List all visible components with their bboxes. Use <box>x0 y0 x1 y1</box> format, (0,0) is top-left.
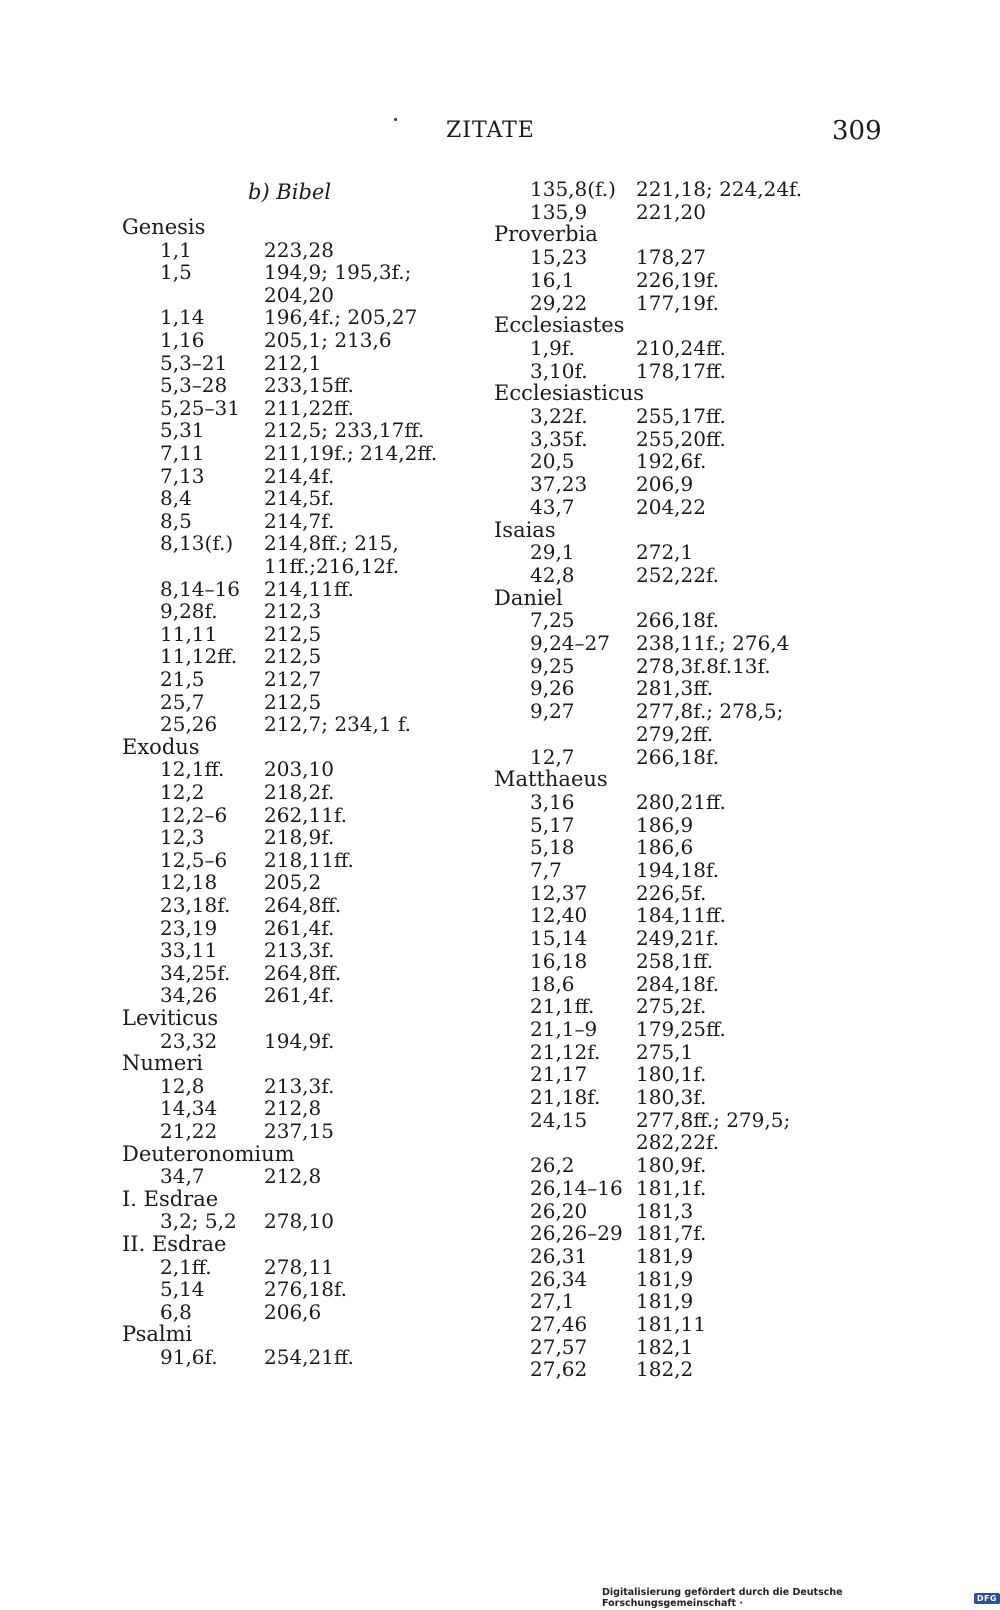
verse-reference: 29,22 <box>530 290 588 315</box>
page-reference: 278,3f.8f.13f. <box>636 653 771 678</box>
page-reference: 223,28 <box>264 237 334 262</box>
verse-reference: 21,18f. <box>530 1085 601 1109</box>
page-reference: 226,5f. <box>636 880 707 905</box>
page-reference: 179,25ff. <box>636 1016 726 1041</box>
page-reference: 214,7f. <box>264 508 335 533</box>
verse-reference: 26,26–29 <box>530 1221 623 1246</box>
verse-reference: 21,5 <box>160 667 205 691</box>
verse-reference: 9,27 <box>530 699 575 724</box>
page-reference: 261,4f. <box>264 983 335 1008</box>
verse-reference: 12,40 <box>530 903 588 928</box>
verse-reference: 12,2–6 <box>160 802 228 827</box>
verse-reference: 135,8(f.) <box>530 177 616 201</box>
page-reference: 238,11f.; 276,4 <box>636 631 790 655</box>
verse-reference: 1,16 <box>160 328 205 352</box>
verse-reference: 7,13 <box>160 463 205 488</box>
page-reference: 212,7; 234,1 f. <box>264 712 412 737</box>
page-reference: 252,22f. <box>636 562 720 587</box>
verse-reference: 18,6 <box>530 971 575 996</box>
page-reference: 194,9f. <box>264 1028 335 1053</box>
verse-reference: 3,35f. <box>530 426 588 451</box>
verse-reference: 7,25 <box>530 608 575 633</box>
page-reference: 181,1f. <box>636 1175 707 1200</box>
page-reference: 261,4f. <box>264 915 335 940</box>
verse-reference: 3,22f. <box>530 404 588 428</box>
page-reference: 275,1 <box>636 1039 694 1064</box>
page-reference-continued: 279,2ff. <box>636 721 714 746</box>
page-reference: 214,4f. <box>264 463 335 488</box>
page-reference: 178,27 <box>636 245 706 270</box>
page-reference: 255,17ff. <box>636 404 726 428</box>
page-reference: 214,11ff. <box>264 576 354 601</box>
section-heading: b) Bibel <box>248 180 332 204</box>
page-reference: 181,7f. <box>636 1221 707 1246</box>
page-reference: 218,2f. <box>264 780 335 804</box>
page-reference: 212,5 <box>264 644 322 669</box>
verse-reference: 25,7 <box>160 689 205 714</box>
page-reference: 213,3f. <box>264 1073 335 1098</box>
verse-reference: 12,3 <box>160 825 205 850</box>
book-heading: Proverbia <box>494 222 598 247</box>
verse-reference: 25,26 <box>160 712 218 737</box>
page-reference: 214,5f. <box>264 486 335 511</box>
book-heading: Ecclesiasticus <box>494 381 645 406</box>
verse-reference: 27,57 <box>530 1334 588 1359</box>
verse-reference: 3,16 <box>530 789 575 814</box>
verse-reference: 21,1ff. <box>530 994 595 1019</box>
verse-reference: 5,31 <box>160 418 205 443</box>
page-reference: 277,8ff.; 279,5; <box>636 1107 791 1132</box>
verse-reference: 29,1 <box>530 540 575 565</box>
page-reference: 254,21ff. <box>264 1345 354 1369</box>
page-reference: 194,9; 195,3f.; <box>264 260 412 285</box>
verse-reference: 8,13(f.) <box>160 531 234 556</box>
page-reference: 212,3 <box>264 599 322 624</box>
page-reference: 221,18; 224,24f. <box>636 177 803 201</box>
page-reference-continued: 204,20 <box>264 282 334 307</box>
verse-reference: 37,23 <box>530 472 588 497</box>
page-reference: 180,9f. <box>636 1153 707 1178</box>
page-reference-continued: 282,22f. <box>636 1130 720 1155</box>
book-heading: Matthaeus <box>494 767 608 792</box>
verse-reference: 5,18 <box>530 835 575 860</box>
page-reference: 266,18f. <box>636 608 720 633</box>
print-speck <box>394 118 397 121</box>
verse-reference: 15,23 <box>530 245 588 270</box>
page-reference: 186,6 <box>636 835 694 860</box>
page-reference: 181,9 <box>636 1266 694 1291</box>
page-reference: 237,15 <box>264 1119 334 1143</box>
verse-reference: 16,1 <box>530 267 575 292</box>
page-reference: 186,9 <box>636 812 694 837</box>
verse-reference: 43,7 <box>530 494 575 519</box>
verse-reference: 11,12ff. <box>160 644 238 669</box>
page-reference: 184,11ff. <box>636 903 726 928</box>
page-reference: 206,9 <box>636 472 694 497</box>
page-reference: 255,20ff. <box>636 426 726 451</box>
page-reference: 264,8ff. <box>264 960 342 985</box>
book-heading: II. Esdrae <box>122 1232 227 1256</box>
page-reference: 203,10 <box>264 757 334 782</box>
page-reference: 218,11ff. <box>264 847 354 872</box>
page-reference: 210,24ff. <box>636 335 726 360</box>
page-reference: 212,8 <box>264 1164 322 1189</box>
verse-reference: 9,26 <box>530 676 575 701</box>
verse-reference: 23,19 <box>160 915 218 940</box>
page-reference: 249,21f. <box>636 926 720 951</box>
verse-reference: 27,62 <box>530 1357 588 1382</box>
verse-reference: 12,18 <box>160 870 218 895</box>
page-reference: 277,8f.; 278,5; <box>636 699 784 724</box>
book-heading: Psalmi <box>122 1322 193 1347</box>
verse-reference: 27,46 <box>530 1312 588 1336</box>
verse-reference: 12,37 <box>530 880 588 905</box>
page-reference: 180,3f. <box>636 1085 707 1109</box>
verse-reference: 24,15 <box>530 1107 588 1132</box>
verse-reference: 2,1ff. <box>160 1254 212 1279</box>
dfg-logo: DFG <box>974 1593 1000 1604</box>
page-reference-continued: 11ff.;216,12f. <box>264 554 400 578</box>
book-heading: Daniel <box>494 585 563 610</box>
verse-reference: 21,1–9 <box>530 1016 598 1041</box>
page-number: 309 <box>832 116 882 146</box>
verse-reference: 9,28f. <box>160 599 218 624</box>
verse-reference: 20,5 <box>530 449 575 474</box>
verse-reference: 6,8 <box>160 1299 192 1324</box>
book-heading: Leviticus <box>122 1006 219 1030</box>
verse-reference: 16,18 <box>530 948 588 973</box>
page-reference: 276,18f. <box>264 1277 348 1302</box>
verse-reference: 14,34 <box>160 1096 218 1121</box>
verse-reference: 12,8 <box>160 1073 205 1098</box>
book-heading: Exodus <box>122 734 200 759</box>
page-reference: 196,4f.; 205,27 <box>264 305 418 330</box>
verse-reference: 11,11 <box>160 621 218 646</box>
verse-reference: 23,32 <box>160 1028 218 1053</box>
verse-reference: 33,11 <box>160 938 218 963</box>
page-reference: 212,5; 233,17ff. <box>264 418 425 443</box>
verse-reference: 21,22 <box>160 1119 218 1143</box>
page-reference: 211,19f.; 214,2ff. <box>264 441 438 465</box>
verse-reference: 26,34 <box>530 1266 588 1291</box>
page-reference: 226,19f. <box>636 267 720 292</box>
verse-reference: 5,25–31 <box>160 395 240 420</box>
verse-reference: 5,14 <box>160 1277 205 1302</box>
page-reference: 205,1; 213,6 <box>264 328 392 352</box>
verse-reference: 3,2; 5,2 <box>160 1209 237 1234</box>
page-title: ZITATE <box>446 118 535 143</box>
page-reference: 206,6 <box>264 1299 322 1324</box>
verse-reference: 34,7 <box>160 1164 205 1189</box>
page-reference: 214,8ff.; 215, <box>264 531 399 556</box>
verse-reference: 21,12f. <box>530 1039 601 1064</box>
page-reference: 180,1f. <box>636 1062 707 1087</box>
verse-reference: 7,7 <box>530 858 562 882</box>
verse-reference: 26,14–16 <box>530 1175 623 1200</box>
page-reference: 218,9f. <box>264 825 335 850</box>
page-reference: 264,8ff. <box>264 893 342 917</box>
verse-reference: 12,7 <box>530 744 575 769</box>
page-reference: 212,5 <box>264 621 322 646</box>
verse-reference: 12,1ff. <box>160 757 225 782</box>
page-reference: 272,1 <box>636 540 694 565</box>
verse-reference: 12,5–6 <box>160 847 228 872</box>
page-reference: 192,6f. <box>636 449 707 474</box>
page-reference: 181,9 <box>636 1243 694 1268</box>
verse-reference: 26,2 <box>530 1153 575 1178</box>
page-reference: 213,3f. <box>264 938 335 963</box>
page-reference: 177,19f. <box>636 290 720 315</box>
verse-reference: 8,5 <box>160 508 192 533</box>
verse-reference: 34,26 <box>160 983 218 1008</box>
verse-reference: 91,6f. <box>160 1345 218 1369</box>
verse-reference: 1,14 <box>160 305 205 330</box>
verse-reference: 5,17 <box>530 812 575 837</box>
verse-reference: 9,24–27 <box>530 631 610 655</box>
page-reference: 182,1 <box>636 1334 694 1359</box>
verse-reference: 26,20 <box>530 1198 588 1223</box>
page-reference: 212,5 <box>264 689 322 714</box>
verse-reference: 26,31 <box>530 1243 588 1268</box>
page-reference: 281,3ff. <box>636 676 714 701</box>
page-reference: 212,8 <box>264 1096 322 1121</box>
book-heading: I. Esdrae <box>122 1186 219 1211</box>
verse-reference: 7,11 <box>160 441 205 465</box>
verse-reference: 23,18f. <box>160 893 231 917</box>
page-reference: 258,1ff. <box>636 948 714 973</box>
page-reference: 212,7 <box>264 667 322 691</box>
verse-reference: 27,1 <box>530 1289 575 1314</box>
page-reference: 278,11 <box>264 1254 334 1279</box>
page-reference: 181,11 <box>636 1312 706 1336</box>
page-reference: 182,2 <box>636 1357 694 1382</box>
page-reference: 278,10 <box>264 1209 334 1234</box>
page-reference: 262,11f. <box>264 802 348 827</box>
page-reference: 204,22 <box>636 494 706 519</box>
page-reference: 181,3 <box>636 1198 694 1223</box>
verse-reference: 42,8 <box>530 562 575 587</box>
book-heading: Genesis <box>122 215 206 239</box>
page-reference: 212,1 <box>264 350 322 375</box>
page-reference: 280,21ff. <box>636 789 726 814</box>
verse-reference: 1,5 <box>160 260 192 285</box>
verse-reference: 1,1 <box>160 237 192 262</box>
page-reference: 181,9 <box>636 1289 694 1314</box>
page-reference: 211,22ff. <box>264 395 354 420</box>
digitization-footer <box>602 1587 1000 1609</box>
verse-reference: 5,3–21 <box>160 350 228 375</box>
page-reference: 266,18f. <box>636 744 720 769</box>
page-reference: 275,2f. <box>636 994 707 1019</box>
verse-reference: 8,14–16 <box>160 576 240 601</box>
verse-reference: 8,4 <box>160 486 192 511</box>
page-reference: 178,17ff. <box>636 358 726 383</box>
verse-reference: 12,2 <box>160 780 205 804</box>
page-reference: 205,2 <box>264 870 322 895</box>
verse-reference: 9,25 <box>530 653 575 678</box>
page-reference: 221,20 <box>636 199 706 224</box>
book-heading: Ecclesiastes <box>494 313 625 338</box>
book-heading: Isaias <box>494 517 556 542</box>
page-reference: 194,18f. <box>636 858 720 882</box>
verse-reference: 1,9f. <box>530 335 575 360</box>
page-reference: 233,15ff. <box>264 373 354 398</box>
book-heading: Deuteronomium <box>122 1141 295 1166</box>
verse-reference: 3,10f. <box>530 358 588 383</box>
page-reference: 284,18f. <box>636 971 720 996</box>
verse-reference: 135,9 <box>530 199 588 224</box>
verse-reference: 21,17 <box>530 1062 588 1087</box>
verse-reference: 34,25f. <box>160 960 231 985</box>
verse-reference: 5,3–28 <box>160 373 228 398</box>
verse-reference: 15,14 <box>530 926 588 951</box>
book-heading: Numeri <box>122 1051 203 1076</box>
footer-text: Digitalisierung gefördert durch die Deutsche Forschungsgemeinschaft · <box>602 1587 843 1609</box>
